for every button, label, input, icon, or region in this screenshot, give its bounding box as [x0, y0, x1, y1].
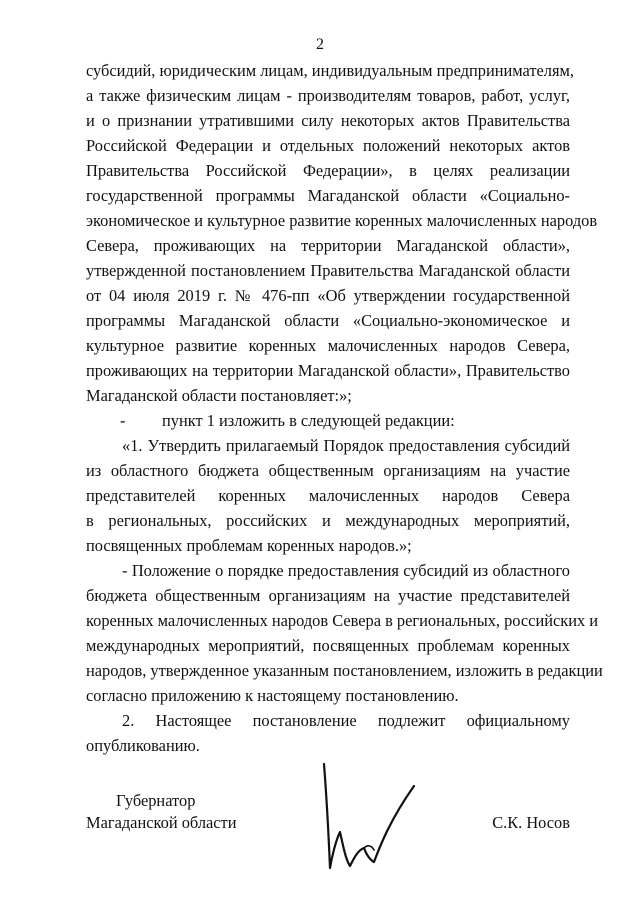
text-line: от 04 июля 2019 г. № 476-пп «Об утверждении государственной	[86, 286, 570, 305]
text-line: бюджета общественным организациям на участие представителей	[86, 586, 570, 605]
text-line: проживающих на территории Магаданской области», Правительство	[86, 361, 570, 380]
signatory-title: Губернатор	[116, 791, 196, 810]
text-line: опубликованию.	[86, 736, 200, 755]
text-line: экономическое и культурное развитие коренных малочисленных народов	[86, 211, 598, 230]
text-line: программы Магаданской области «Социально-экономическое и	[86, 311, 570, 330]
text-line: представителей коренных малочисленных народов Севера	[86, 486, 570, 505]
text-line: в региональных, российских и международных мероприятий,	[86, 511, 570, 530]
text-line: народов, утвержденное указанным постановлением, изложить в редакции	[86, 661, 603, 680]
text-line: государственной программы Магаданской области «Социально-	[86, 186, 570, 205]
signatory-region: Магаданской области	[86, 813, 237, 832]
text-line: «1. Утвердить прилагаемый Порядок предоставления субсидий	[122, 436, 570, 455]
text-line: Правительства Российской Федерации», в целях реализации	[86, 161, 570, 180]
dash-item	[86, 408, 570, 433]
handwritten-signature	[310, 760, 430, 880]
text-line: а также физическим лицам - производителям товаров, работ, услуг,	[86, 86, 570, 105]
text-line: согласно приложению к настоящему постановлению.	[86, 686, 459, 705]
document-body	[86, 58, 603, 758]
text-line: утвержденной постановлением Правительства Магаданской области	[86, 261, 570, 280]
text-line: Магаданской области постановляет:»;	[86, 386, 352, 405]
text-line: из областного бюджета общественным организациям на участие	[86, 461, 570, 480]
text-line: коренных малочисленных народов Севера в региональных, российских и	[86, 611, 599, 630]
text-line: посвященных проблемам коренных народов.»;	[86, 536, 412, 555]
text-line: и о признании утратившими силу некоторых актов Правительства	[86, 111, 570, 130]
text-line: Севера, проживающих на территории Магаданской области»,	[86, 236, 570, 255]
page-number: 2	[316, 36, 324, 53]
text-line: субсидий, юридическим лицам, индивидуальным предпринимателям,	[86, 61, 574, 80]
text-line: культурное развитие коренных малочисленных народов Севера,	[86, 336, 570, 355]
text-line: - Положение о порядке предоставления субсидий из областного	[122, 561, 570, 580]
text-line: Российской Федерации и отдельных положений некоторых актов	[86, 136, 570, 155]
dash-marker: -	[120, 411, 126, 430]
text-line: международных мероприятий, посвященных проблемам коренных	[86, 636, 570, 655]
text-line: пункт 1 изложить в следующей редакции:	[162, 411, 455, 430]
text-line: 2. Настоящее постановление подлежит официальному	[122, 711, 570, 730]
signatory-name: С.К. Носов	[492, 813, 570, 832]
